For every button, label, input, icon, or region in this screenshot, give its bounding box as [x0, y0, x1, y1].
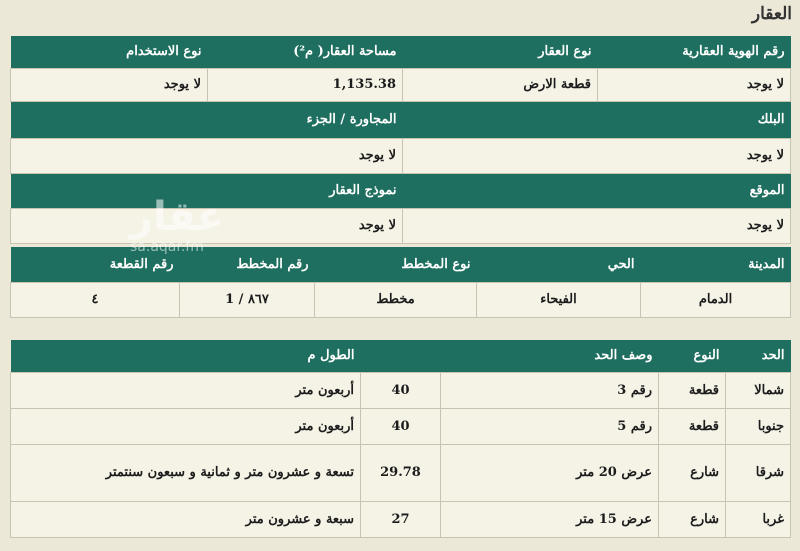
value-location: لا يوجد [403, 208, 791, 243]
value-plan-number: ٨٦٧ / 1 [180, 282, 315, 317]
header-plot-number: رقم القطعة [11, 247, 180, 282]
value-plot-number: ٤ [11, 282, 180, 317]
value-block: لا يوجد [403, 138, 791, 173]
value-neighborhood-part: لا يوجد [11, 138, 403, 173]
header-usage-type: نوع الاستخدام [11, 36, 208, 68]
value-property-type: قطعة الارض [403, 68, 598, 101]
boundary-length-number: 29.78 [361, 444, 441, 501]
header-plan-number: رقم المخطط [180, 247, 315, 282]
value-city: الدمام [641, 282, 791, 317]
property-info-table [10, 36, 791, 244]
watermark-logo: عقار [130, 194, 225, 240]
boundary-length-text: أربعون متر [11, 408, 361, 444]
value-usage-type: لا يوجد [11, 68, 208, 101]
header-block: البلك [403, 101, 791, 138]
boundary-type: قطعة [659, 372, 726, 408]
page-title: العقار [751, 4, 792, 24]
header-property-area: مساحة العقار( م²) [208, 36, 403, 68]
header-length-number [361, 340, 441, 372]
boundaries-table [10, 340, 791, 538]
boundary-length-number: 40 [361, 372, 441, 408]
boundary-direction: شرقا [726, 444, 791, 501]
header-neighborhood-part: المجاورة / الجزء [11, 101, 403, 138]
boundary-type: شارع [659, 501, 726, 537]
boundary-type: قطعة [659, 408, 726, 444]
header-property-model: نموذج العقار [11, 173, 403, 208]
boundary-direction: جنوبا [726, 408, 791, 444]
header-property-id: رقم الهوية العقارية [598, 36, 791, 68]
boundary-length-text: أربعون متر [11, 372, 361, 408]
header-boundary-type: النوع [659, 340, 726, 372]
address-table [10, 247, 791, 318]
boundary-length-number: 40 [361, 408, 441, 444]
header-length: الطول م [11, 340, 361, 372]
header-location: الموقع [403, 173, 791, 208]
boundary-type: شارع [659, 444, 726, 501]
table-row [11, 372, 791, 408]
value-district: الفيحاء [477, 282, 641, 317]
boundary-description: رقم 5 [441, 408, 659, 444]
boundary-direction: شمالا [726, 372, 791, 408]
boundary-length-text: تسعة و عشرون متر و ثمانية و سبعون سنتمتر [11, 444, 361, 501]
boundary-description: رقم 3 [441, 372, 659, 408]
watermark-url: sa.aqar.fm [130, 239, 204, 255]
header-boundary: الحد [726, 340, 791, 372]
value-property-model: لا يوجد [11, 208, 403, 243]
header-property-type: نوع العقار [403, 36, 598, 68]
boundary-length-number: 27 [361, 501, 441, 537]
header-boundary-description: وصف الحد [441, 340, 659, 372]
boundary-description: عرض 15 متر [441, 501, 659, 537]
table-row [11, 501, 791, 537]
header-plan-type: نوع المخطط [315, 247, 477, 282]
boundary-description: عرض 20 متر [441, 444, 659, 501]
boundary-direction: غربا [726, 501, 791, 537]
table-row [11, 408, 791, 444]
boundary-length-text: سبعة و عشرون متر [11, 501, 361, 537]
header-city: المدينة [641, 247, 791, 282]
header-district: الحي [477, 247, 641, 282]
value-property-id: لا يوجد [598, 68, 791, 101]
value-plan-type: مخطط [315, 282, 477, 317]
value-property-area: 1,135.38 [208, 68, 403, 101]
table-row [11, 444, 791, 501]
